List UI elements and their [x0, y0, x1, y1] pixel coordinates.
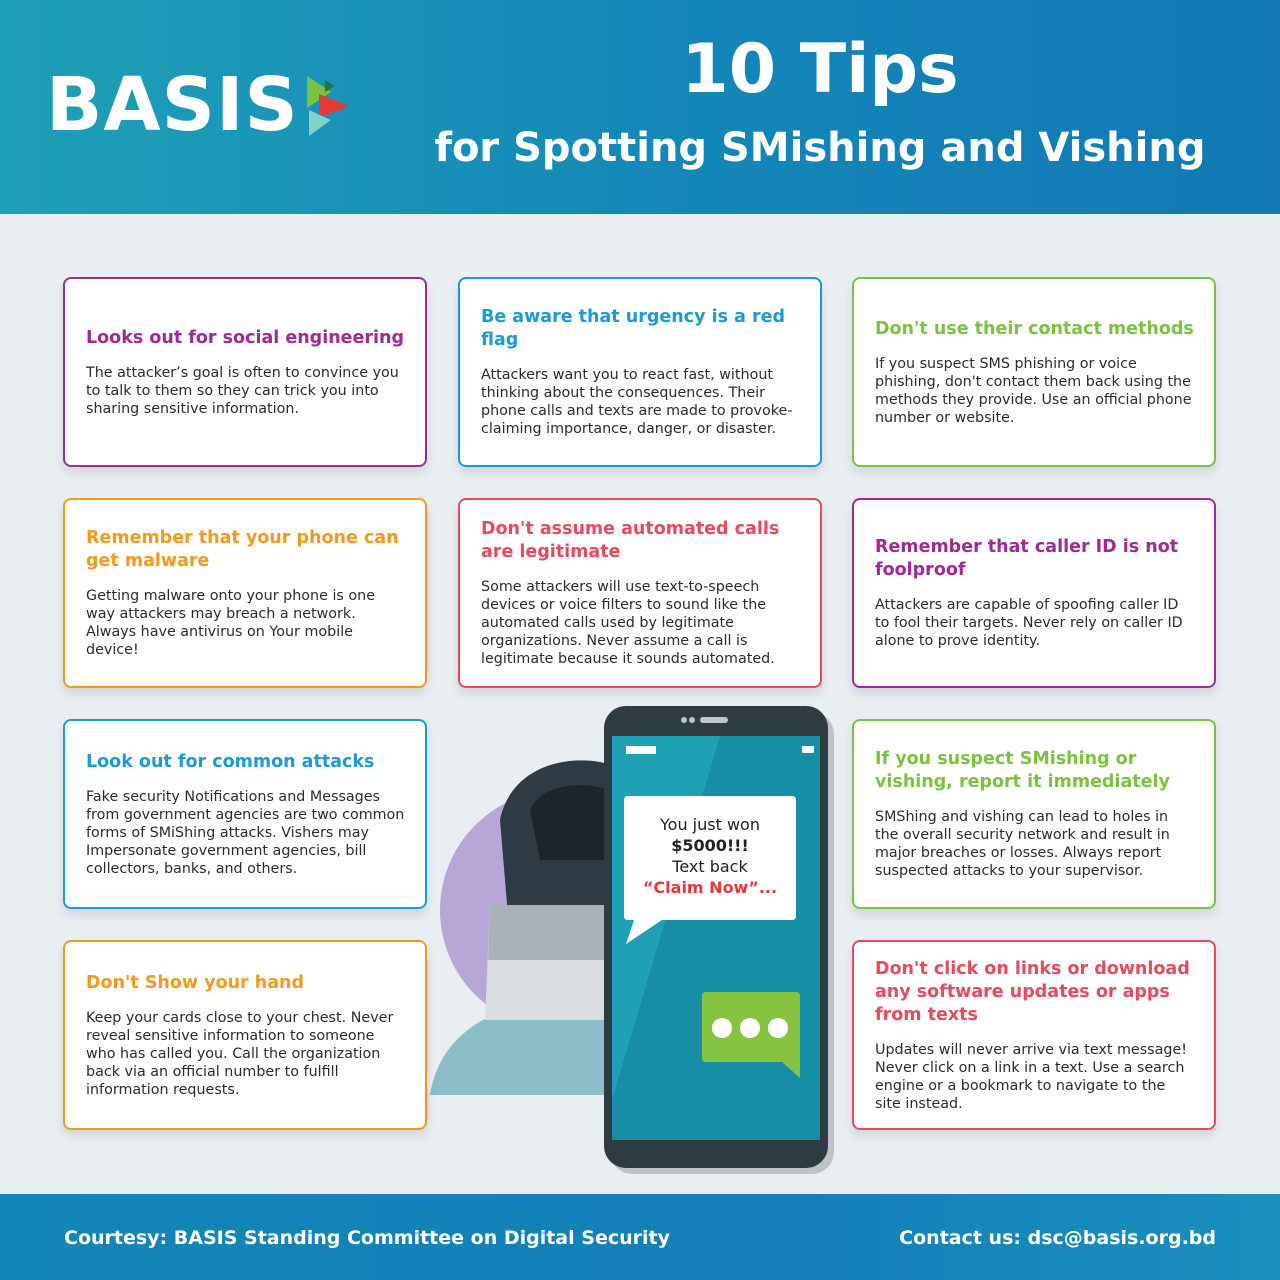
- basis-logo: [46, 64, 353, 146]
- tip-title: Remember that your phone can get malware: [86, 528, 399, 571]
- hacker-phone-illustration: [430, 700, 850, 1180]
- tip-body: The attacker’s goal is often to convince you to talk to them so they can trick you into sharing sensitive information.: [86, 364, 399, 417]
- tip-body: SMShing and vishing can lead to holes in the overall security network and result in major breaches or losses. Always report suspected attacks to your supervisor.: [875, 809, 1170, 879]
- tip-card-3: [852, 277, 1216, 467]
- tip-body: Fake security Notifications and Messages from government agencies are two common forms of SMiShing attacks. Vishers may Impersonate government agencies, bill collectors, banks, and others.: [86, 788, 405, 877]
- page-subtitle: for Spotting SMishing and Vishing: [434, 125, 1206, 171]
- tip-title: Don't Show your hand: [86, 972, 305, 993]
- tip-card-10: [852, 940, 1216, 1130]
- tip-body: Keep your cards close to your chest. Never reveal sensitive information to someone who has called you. Call the organization back via an official number to fulfill information requests.: [86, 1009, 394, 1098]
- logo-text: BASIS: [46, 62, 299, 148]
- tip-card-9: [63, 940, 427, 1130]
- tip-body: Getting malware onto your phone is one way attackers may breach a network. Always have antivirus on Your mobile device!: [86, 588, 376, 658]
- phone-message-text: [628, 814, 792, 898]
- tip-body: Some attackers will use text-to-speech devices or voice filters to sound like the automated calls used by legitimate organizations. Never assume a call is legitimate because it sounds automated.: [481, 579, 775, 667]
- message-line-2: $5000!!!: [671, 836, 749, 855]
- footer-banner: [0, 1194, 1280, 1280]
- tip-card-7: [63, 719, 427, 909]
- tip-card-8: [852, 719, 1216, 909]
- tip-title: Look out for common attacks: [86, 751, 375, 772]
- tip-title: Don't use their contact methods: [875, 318, 1194, 339]
- footer-courtesy: Courtesy: BASIS Standing Committee on Digital Security: [64, 1227, 670, 1249]
- tip-title: Don't assume automated calls are legitimate: [481, 519, 780, 562]
- tip-card-1: [63, 277, 427, 467]
- header-banner: [0, 0, 1280, 214]
- footer-contact: Contact us: dsc@basis.org.bd: [899, 1227, 1216, 1249]
- tip-body: Attackers are capable of spoofing caller ID to fool their targets. Never rely on caller ID alone to prove identity.: [875, 597, 1183, 649]
- page-title: 10 Tips: [681, 30, 959, 109]
- tip-title: Don't click on links or download any software updates or apps from texts: [875, 958, 1190, 1025]
- message-line-3: Text back: [672, 857, 748, 876]
- tip-title: Looks out for social engineering: [86, 327, 405, 348]
- tip-card-6: [852, 498, 1216, 688]
- tip-body: Updates will never arrive via text message! Never click on a link in a text. Use a search engine or a bookmark to navigate to the site instead.: [875, 1041, 1187, 1112]
- tip-title: If you suspect SMishing or vishing, report it immediately: [875, 749, 1170, 792]
- tip-title: Be aware that urgency is a red flag: [481, 307, 786, 350]
- tip-body: If you suspect SMS phishing or voice phishing, don't contact them back using the methods they provide. Use an official phone number or website.: [875, 355, 1192, 426]
- tip-card-4: [63, 498, 427, 688]
- tip-card-5: [458, 498, 822, 688]
- tip-card-2: [458, 277, 822, 467]
- message-line-4: “Claim Now”...: [642, 878, 778, 897]
- tip-title: Remember that caller ID is not foolproof: [875, 537, 1179, 580]
- logo-triangles-icon: [305, 72, 353, 138]
- tip-body: Attackers want you to react fast, without thinking about the consequences. Their phone calls and texts are made to provoke-claiming importance, danger, or disaster.: [481, 367, 793, 437]
- message-line-1: You just won: [660, 815, 760, 834]
